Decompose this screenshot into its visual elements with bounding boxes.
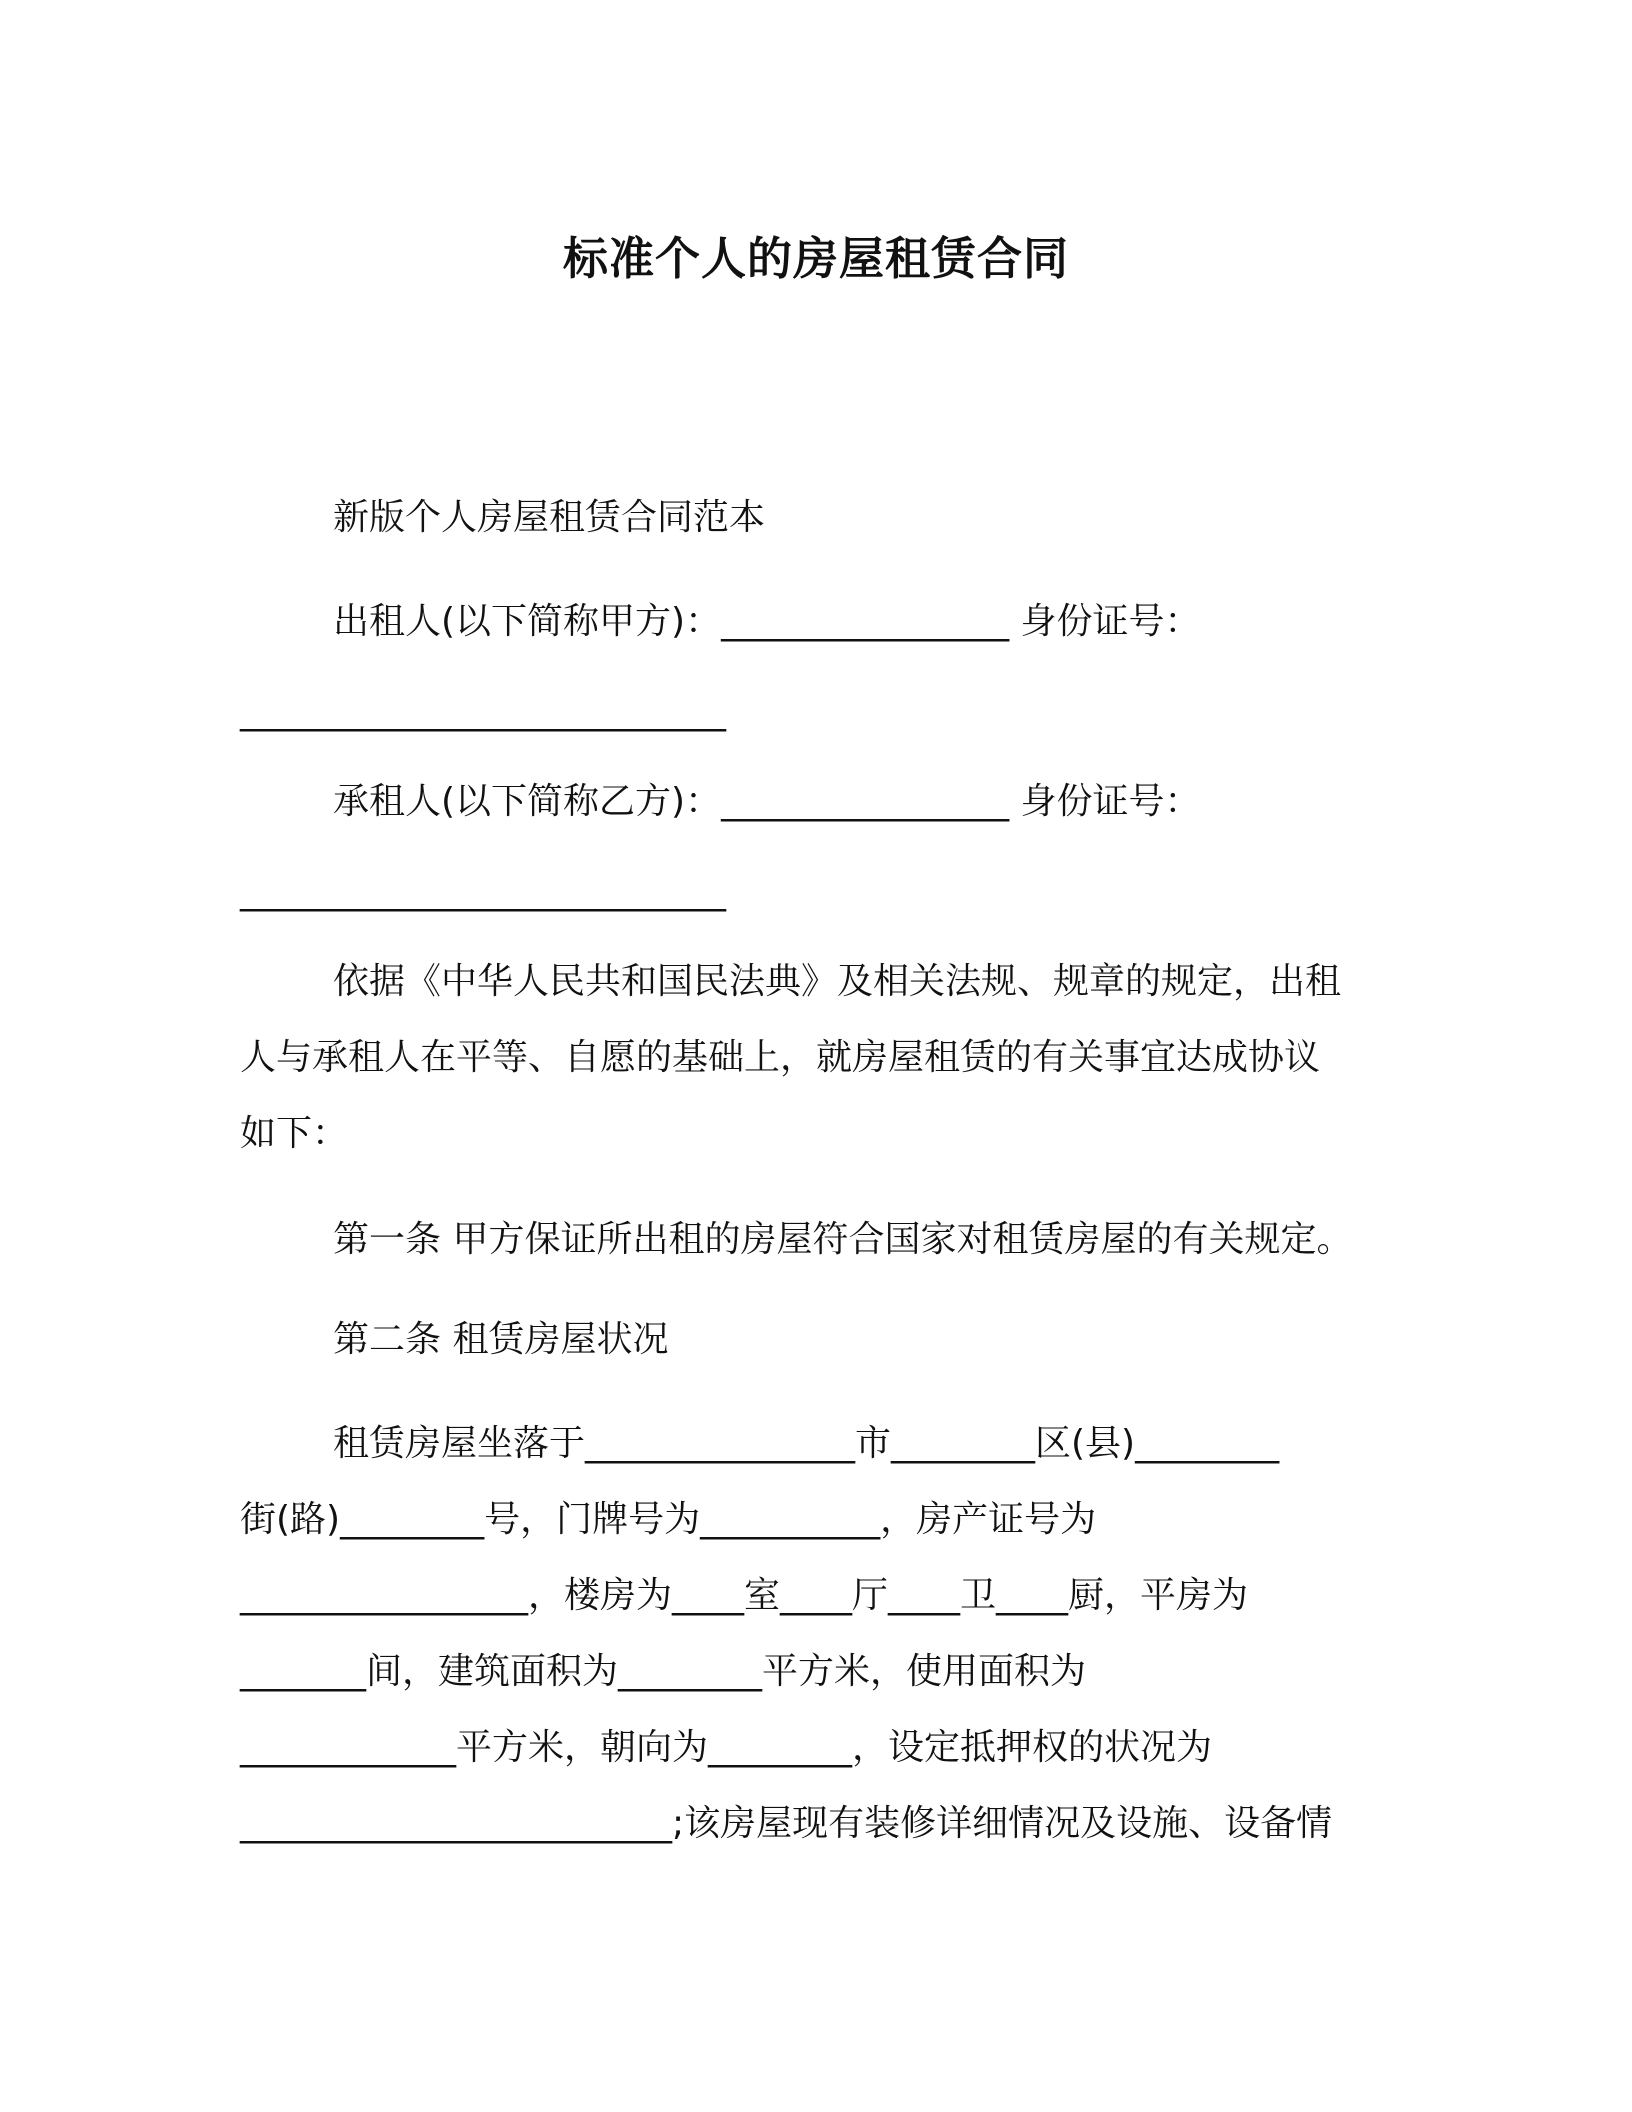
lessor-id-blank: ___________________________ (240, 691, 726, 732)
preamble-line-1: 依据《中华人民共和国民法典》及相关法规、规章的规定，出租 (333, 961, 1342, 1002)
article-2-line-3: ________________，楼房为____室____厅____卫____厨，平房为 (240, 1575, 1249, 1616)
preamble-line-3: 如下： (240, 1113, 349, 1154)
article-1: 第一条 甲方保证所出租的房屋符合国家对租赁房屋的有关规定。 (333, 1219, 1353, 1260)
article-2-line-6: ________________________;该房屋现有装修详细情况及设施、设备情 (240, 1803, 1333, 1844)
lessee-line: 承租人(以下简称乙方)：________________ 身份证号： (333, 781, 1201, 822)
article-2-line-4: _______间，建筑面积为________平方米，使用面积为 (240, 1651, 1087, 1692)
article-2-line-5: ____________平方米，朝向为________，设定抵押权的状况为 (240, 1727, 1213, 1768)
article-2-heading: 第二条 租赁房屋状况 (333, 1319, 669, 1360)
document-title: 标准个人的房屋租赁合同 (562, 232, 1069, 285)
document-subtitle: 新版个人房屋租赁合同范本 (333, 497, 766, 538)
preamble-line-2: 人与承租人在平等、自愿的基础上，就房屋租赁的有关事宜达成协议 (240, 1037, 1321, 1078)
article-2-line-1: 租赁房屋坐落于_______________市________区(县)________ (333, 1423, 1280, 1464)
lessee-id-blank: ___________________________ (240, 871, 726, 912)
lessor-line: 出租人(以下简称甲方)：________________ 身份证号： (333, 601, 1201, 642)
article-2-line-2: 街(路)________号，门牌号为__________，房产证号为 (240, 1499, 1097, 1540)
